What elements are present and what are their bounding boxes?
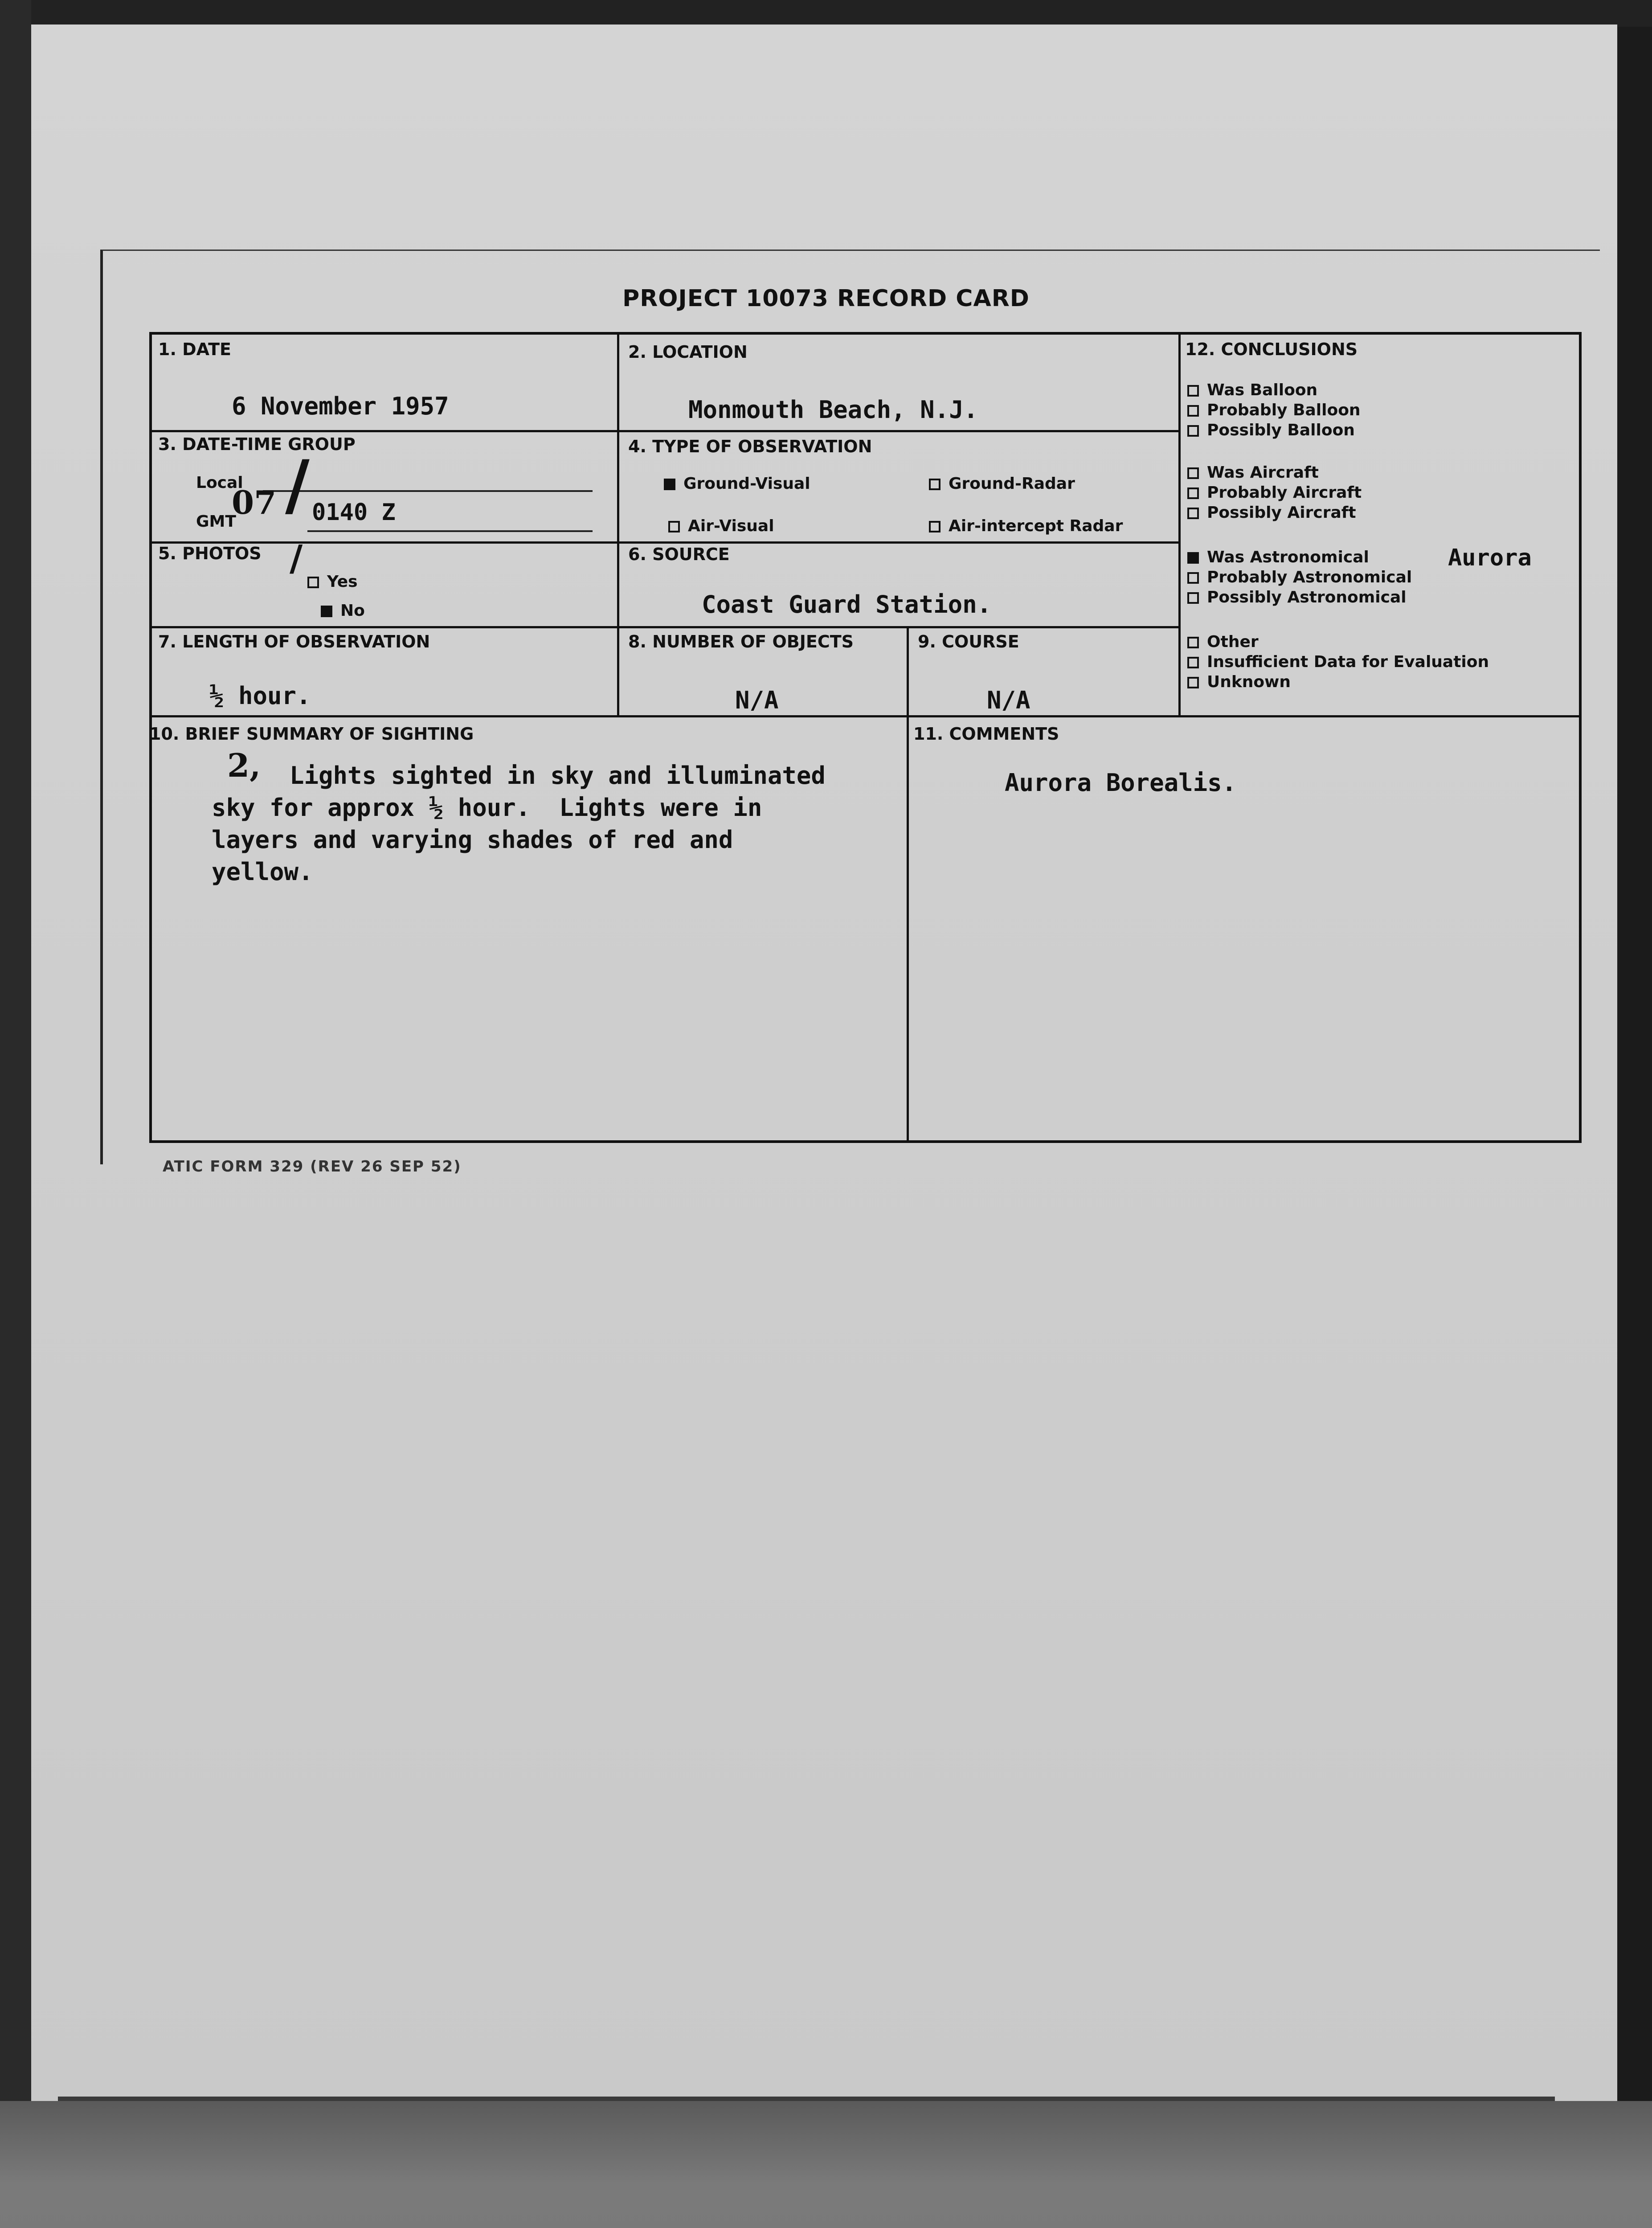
checkbox-icon: [307, 577, 319, 588]
divider-row-3: [149, 626, 1178, 628]
location-value: Monmouth Beach, N.J.: [688, 396, 978, 424]
local-underline: [263, 490, 593, 492]
divider-row-4: [149, 715, 1582, 717]
checkbox-icon: [1187, 657, 1199, 668]
summary-line-1: Lights sighted in sky and illuminated: [290, 762, 826, 790]
option-air-intercept-radar[interactable]: Air-intercept Radar: [929, 517, 1123, 535]
date-time-group-label: 3. DATE-TIME GROUP: [158, 434, 356, 454]
conclusion-other[interactable]: Other: [1187, 633, 1259, 651]
number-of-objects-label: 8. NUMBER OF OBJECTS: [628, 632, 854, 651]
option-ground-radar[interactable]: Ground-Radar: [929, 475, 1075, 493]
checkbox-icon: [1187, 572, 1199, 584]
length-label: 7. LENGTH OF OBSERVATION: [158, 632, 430, 651]
divider-col-3: [1178, 332, 1181, 717]
scan-left-edge: [0, 0, 31, 2121]
gmt-underline: [307, 530, 593, 532]
number-of-objects-value: N/A: [735, 686, 779, 714]
length-value: ½ hour.: [209, 682, 311, 710]
gmt-slash-mark: /: [285, 446, 310, 524]
option-ground-visual[interactable]: Ground-Visual: [664, 475, 810, 493]
summary-marker-handwritten: 2,: [227, 746, 261, 784]
conclusion-possibly-astronomical[interactable]: Possibly Astronomical: [1187, 588, 1407, 606]
summary-label: 10. BRIEF SUMMARY OF SIGHTING: [149, 724, 474, 744]
conclusions-label: 12. CONCLUSIONS: [1185, 340, 1358, 359]
date-label: 1. DATE: [158, 340, 231, 359]
comments-value: Aurora Borealis.: [1005, 769, 1237, 797]
checkbox-icon: [1187, 637, 1199, 648]
conclusion-probably-aircraft[interactable]: Probably Aircraft: [1187, 483, 1362, 502]
source-value: Coast Guard Station.: [702, 590, 992, 618]
checkbox-icon: [1187, 385, 1199, 397]
checkbox-icon: [1187, 592, 1199, 604]
conclusion-was-aircraft[interactable]: Was Aircraft: [1187, 463, 1319, 482]
photos-label: 5. PHOTOS: [158, 544, 262, 563]
checkbox-icon: [1187, 467, 1199, 479]
divider-row-2: [149, 541, 1178, 544]
conclusion-possibly-balloon[interactable]: Possibly Balloon: [1187, 421, 1355, 439]
conclusion-insufficient-data[interactable]: Insufficient Data for Evaluation: [1187, 653, 1489, 671]
conclusion-was-astronomical[interactable]: Was Astronomical: [1187, 548, 1369, 566]
conclusion-note-aurora: Aurora: [1448, 545, 1532, 571]
gmt-time: 0140 Z: [312, 499, 396, 526]
card-title: PROJECT 10073 RECORD CARD: [622, 285, 1030, 312]
conclusion-unknown[interactable]: Unknown: [1187, 673, 1291, 691]
date-value: 6 November 1957: [232, 392, 449, 420]
option-air-visual[interactable]: Air-Visual: [668, 517, 774, 535]
source-label: 6. SOURCE: [628, 545, 730, 564]
gmt-label: GMT: [196, 512, 236, 531]
checked-box-icon: [321, 606, 332, 617]
checkbox-icon: [1187, 425, 1199, 437]
checked-box-icon: [664, 479, 675, 490]
checked-box-icon: [1187, 552, 1199, 564]
course-value: N/A: [987, 686, 1030, 714]
photos-no-option[interactable]: No: [321, 602, 365, 620]
checkbox-icon: [1187, 677, 1199, 688]
checkbox-icon: [1187, 508, 1199, 519]
checkbox-icon: [1187, 487, 1199, 499]
conclusion-was-balloon[interactable]: Was Balloon: [1187, 381, 1317, 399]
conclusion-probably-astronomical[interactable]: Probably Astronomical: [1187, 568, 1412, 586]
checkbox-icon: [929, 521, 940, 532]
photos-slash-mark: /: [290, 537, 303, 579]
local-label: Local: [196, 474, 243, 492]
divider-row-1: [149, 430, 1178, 432]
summary-line-4: yellow.: [212, 858, 313, 886]
conclusion-possibly-aircraft[interactable]: Possibly Aircraft: [1187, 504, 1356, 522]
form-footer: ATIC FORM 329 (REV 26 SEP 52): [163, 1158, 462, 1175]
divider-col-2: [907, 628, 909, 1141]
course-label: 9. COURSE: [918, 632, 1019, 651]
photos-yes-option[interactable]: Yes: [307, 573, 358, 591]
underlying-page: [0, 2101, 1652, 2228]
comments-label: 11. COMMENTS: [913, 724, 1059, 744]
divider-col-1: [617, 332, 619, 717]
summary-line-2: sky for approx ½ hour. Lights were in: [212, 794, 762, 822]
checkbox-icon: [929, 479, 940, 490]
checkbox-icon: [1187, 405, 1199, 417]
checkbox-icon: [668, 521, 680, 532]
summary-line-3: layers and varying shades of red and: [212, 826, 733, 854]
scan-top-edge: [0, 0, 1652, 27]
gmt-day-handwritten: 07: [232, 483, 277, 521]
type-of-observation-label: 4. TYPE OF OBSERVATION: [628, 437, 872, 456]
conclusion-probably-balloon[interactable]: Probably Balloon: [1187, 401, 1361, 419]
location-label: 2. LOCATION: [628, 342, 748, 362]
